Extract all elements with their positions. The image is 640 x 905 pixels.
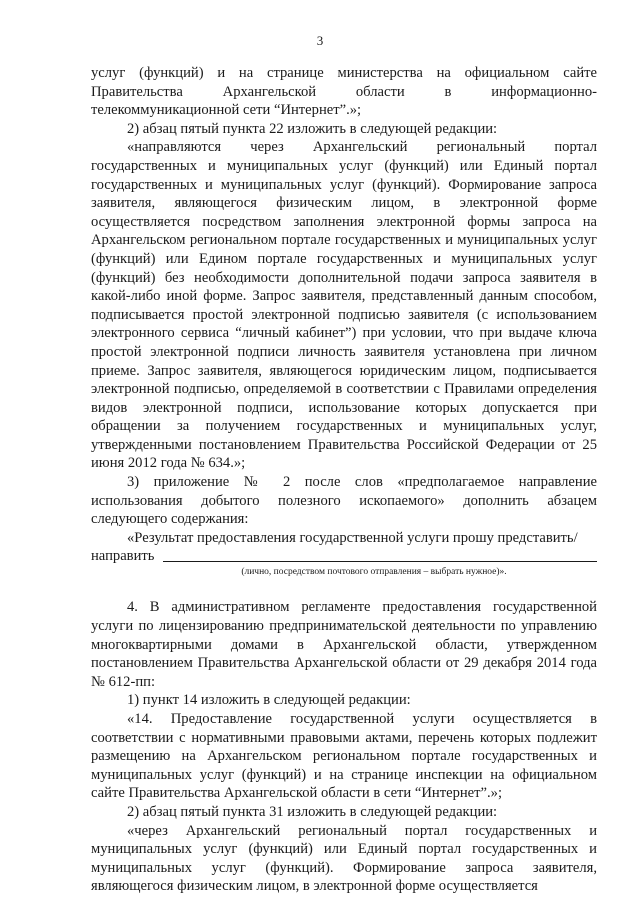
- fill-in-rule: [163, 561, 597, 562]
- paragraphs-before: [91, 64, 597, 547]
- fill-in-line: [91, 547, 597, 566]
- paragraph: 2) абзац пятый пункта 22 изложить в следующей редакции:: [127, 120, 498, 137]
- paragraph: «Результат предоставления государственной услуги прошу представить/: [127, 529, 578, 546]
- paragraph: 2) абзац пятый пункта 31 изложить в следующей редакции:: [127, 803, 498, 820]
- paragraph: «14. Предоставление государственной услуги осуществляется в соответствии с нормативными правовыми актами, перечень которых подлежит размещению на Архангельском региональном портале государственных и муниципальных услуг (функций) и на странице инспекции на официальном сайте Правительства Архангельской области в сети “Интернет”.»;: [91, 711, 597, 802]
- paragraphs-after: [91, 598, 597, 896]
- paragraph: 3) приложение № 2 после слов «предполагаемое направление использования добытого полезного ископаемого» дополнить абзацем следующего содержания:: [91, 474, 597, 528]
- paragraph: «направляются через Архангельский региональный портал государственных и муниципальных услуг (функций) или Единый портал государственных и муниципальных услуг (функций). Формирование запроса заявителя, являющегося физическим лицом, в электронной форме осуществляется посредством заполнения электронной формы запроса на Архангельском региональном портале государственных и муниципальных услуг (функций) или Едином портале государственных и муниципальных услуг (функций) без необходимости дополнительной подачи запроса заявителя в какой-либо иной форме. Запрос заявителя, представленный данным способом, подписывается простой электронной подписью заявителя (с использованием электронного сервиса “личный кабинет”) при условии, что при выдаче ключа простой электронной подписи личность заявителя установлена при личном приеме. Запрос заявителя, являющегося юридическим лицом, подписывается электронной подписью, определяемой в соответствии с Правилами определения видов электронной подписи, использование которых допускается при обращении за получением государственных и муниципальных услуг, утвержденными постановлением Правительства Российской Федерации от 25 июня 2012 года № 634.»;: [91, 139, 597, 472]
- paragraph: «через Архангельский региональный портал государственных и муниципальных услуг (функций) или Единый портал государственных и муниципальных услуг (функций). Формирование запроса заявителя, являющегося физическим лицом, в электронной форме осуществляется: [91, 822, 597, 895]
- document-body: [91, 64, 597, 896]
- page-number: 3: [316, 33, 324, 48]
- fill-in-caption: (лично, посредством почтового отправления – выбрать нужное)».: [241, 567, 507, 578]
- paragraph: 4. В административном регламенте предоставления государственной услуги по лицензированию предпринимательской деятельности по управлению многоквартирными домами в Архангельской области, утвержденном постановлением Правительства Архангельской области от 29 декабря 2014 года № 612-пп:: [91, 599, 597, 690]
- paragraph: услуг (функций) и на странице министерства на официальном сайте Правительства Архангельской области в информационно-телекоммуникационной сети “Интернет”.»;: [91, 65, 597, 119]
- paragraph: 1) пункт 14 изложить в следующей редакции:: [127, 692, 411, 709]
- fill-in-label: направить: [91, 548, 155, 565]
